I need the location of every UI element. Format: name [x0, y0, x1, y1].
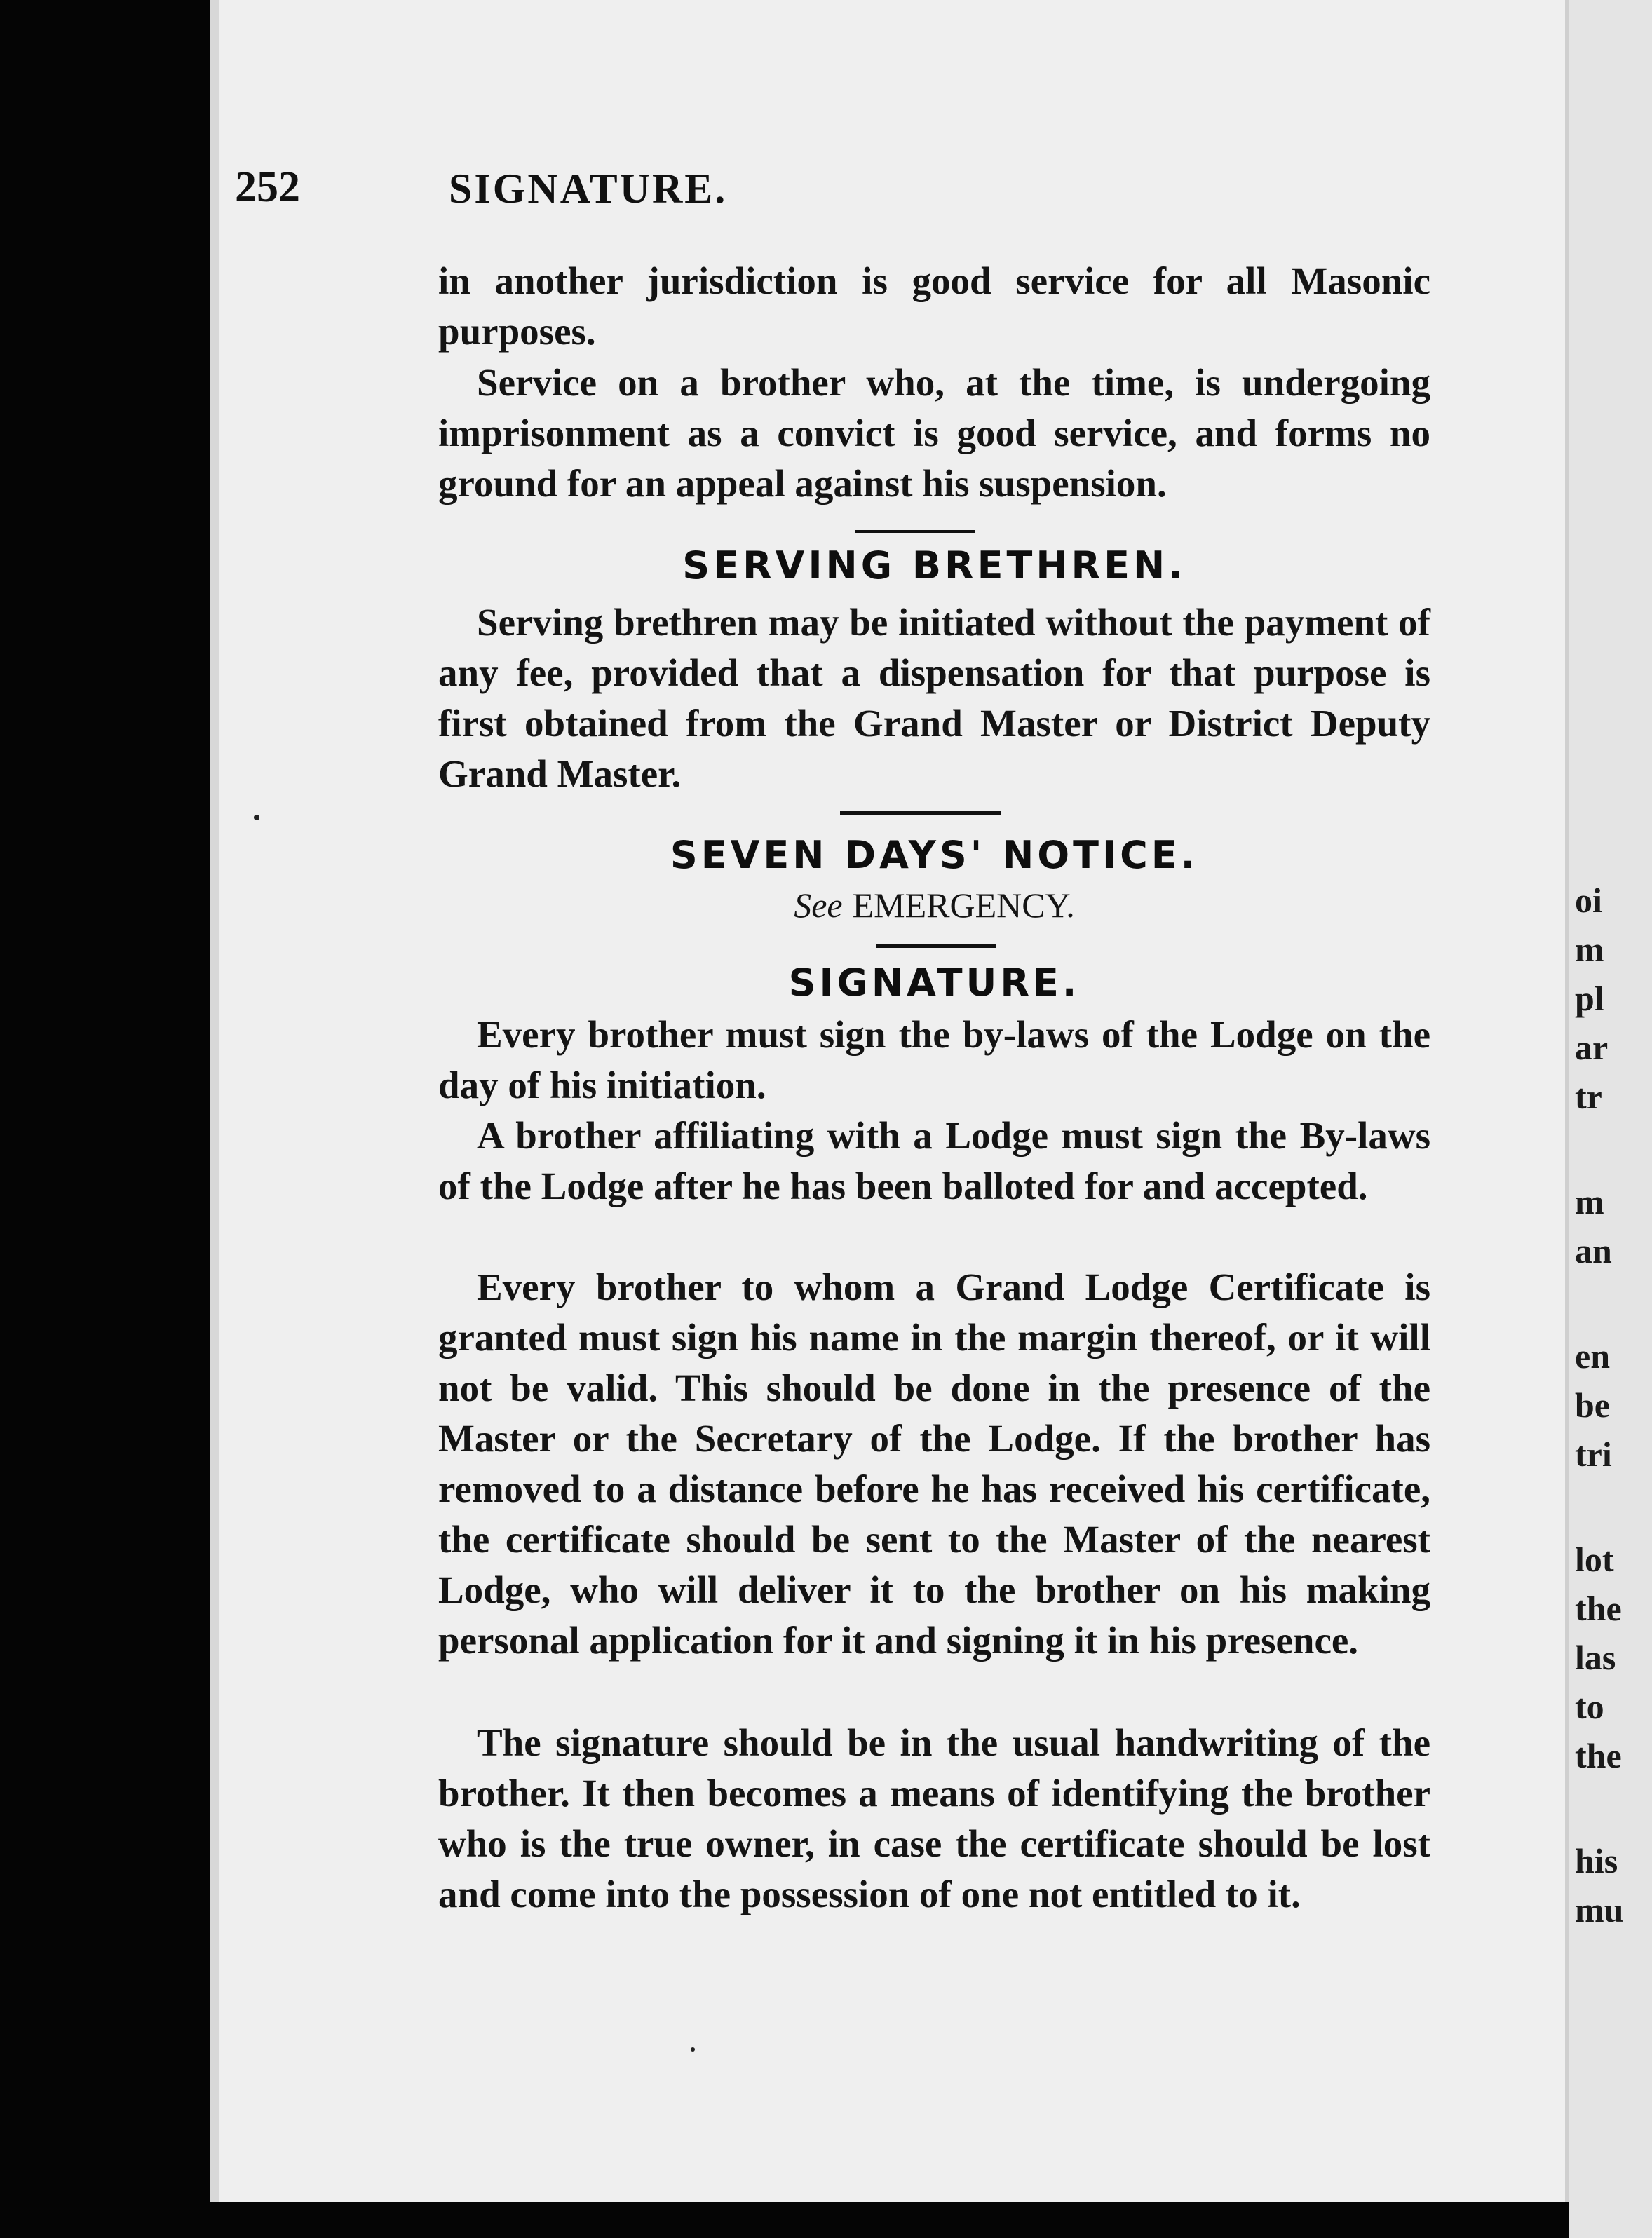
paragraph-serving-brethren: Serving brethren may be initiated without the payment of any fee, provided that a dispensation for that purpose is first obtained from the Grand Master or District Deputy Grand Master.: [438, 601, 1430, 795]
heading-serving-brethren: SERVING BRETHREN.: [682, 543, 1186, 588]
adjacent-page-fragment: pl: [1575, 979, 1604, 1018]
adjacent-page-fragment: m: [1575, 1182, 1604, 1221]
paragraph-handwriting: The signature should be in the usual handwriting of the brother. It then becomes a means of identifying the brother who is the true owner, in case the certificate should be lost and come into the possession of one not entitled to it.: [438, 1721, 1430, 1915]
adjacent-page-fragment: his: [1575, 1841, 1618, 1880]
heading-signature: SIGNATURE.: [788, 961, 1081, 1005]
section-divider: [840, 811, 1001, 815]
adjacent-page-edge: [1569, 0, 1652, 2238]
see-target: EMERGENCY.: [852, 886, 1075, 925]
section-divider: [876, 944, 996, 948]
paragraph-service-convict: Service on a brother who, at the time, is undergoing imprisonment as a convict is good service, and forms no ground for an appeal against his suspension.: [438, 361, 1430, 505]
paragraph-affiliating: A brother affiliating with a Lodge must sign the By-laws of the Lodge after he has been balloted for and accepted.: [438, 1114, 1430, 1207]
page-number: 252: [235, 163, 300, 211]
see-reference: [438, 885, 1430, 925]
paragraph-certificate: Every brother to whom a Grand Lodge Certificate is granted must sign his name in the margin thereof, or it will not be valid. This should be done in the presence of the Master or the Secretary of the Lodge. If the brother has removed to a distance before he has received his certificate, the certificate should be sent to the Master of the nearest Lodge, who will deliver it to the brother on his making personal application for it and signing it in his presence.: [438, 1266, 1430, 1662]
adjacent-page-fragment: tri: [1575, 1435, 1612, 1474]
specks: [691, 2047, 695, 2052]
adjacent-page-fragment: the: [1575, 1736, 1622, 1775]
adjacent-page-fragment: mu: [1575, 1890, 1624, 1930]
paragraph-sign-bylaws: Every brother must sign the by-laws of the Lodge on the day of his initiation.: [438, 1013, 1430, 1106]
adjacent-page-fragment: lot: [1575, 1540, 1614, 1579]
paragraph-continuation: in another jurisdiction is good service for all Masonic purposes.: [438, 259, 1430, 353]
adjacent-page-fragment: oi: [1575, 881, 1602, 920]
adjacent-page-fragment: en: [1575, 1336, 1610, 1376]
adjacent-page-fragment: be: [1575, 1385, 1610, 1425]
heading-seven-days-notice: SEVEN DAYS' NOTICE.: [670, 833, 1199, 877]
running-head: SIGNATURE.: [449, 165, 728, 212]
adjacent-page-fragment: tr: [1575, 1077, 1602, 1116]
section-divider: [855, 530, 975, 533]
see-word: See: [794, 886, 843, 925]
adjacent-page-fragment: ar: [1575, 1028, 1609, 1067]
specks: [254, 815, 259, 820]
adjacent-page-fragment: las: [1575, 1638, 1616, 1677]
adjacent-page-fragment: an: [1575, 1231, 1612, 1270]
adjacent-page-fragment: m: [1575, 930, 1604, 969]
adjacent-page-fragment: the: [1575, 1589, 1622, 1628]
adjacent-page-fragment: to: [1575, 1687, 1604, 1726]
